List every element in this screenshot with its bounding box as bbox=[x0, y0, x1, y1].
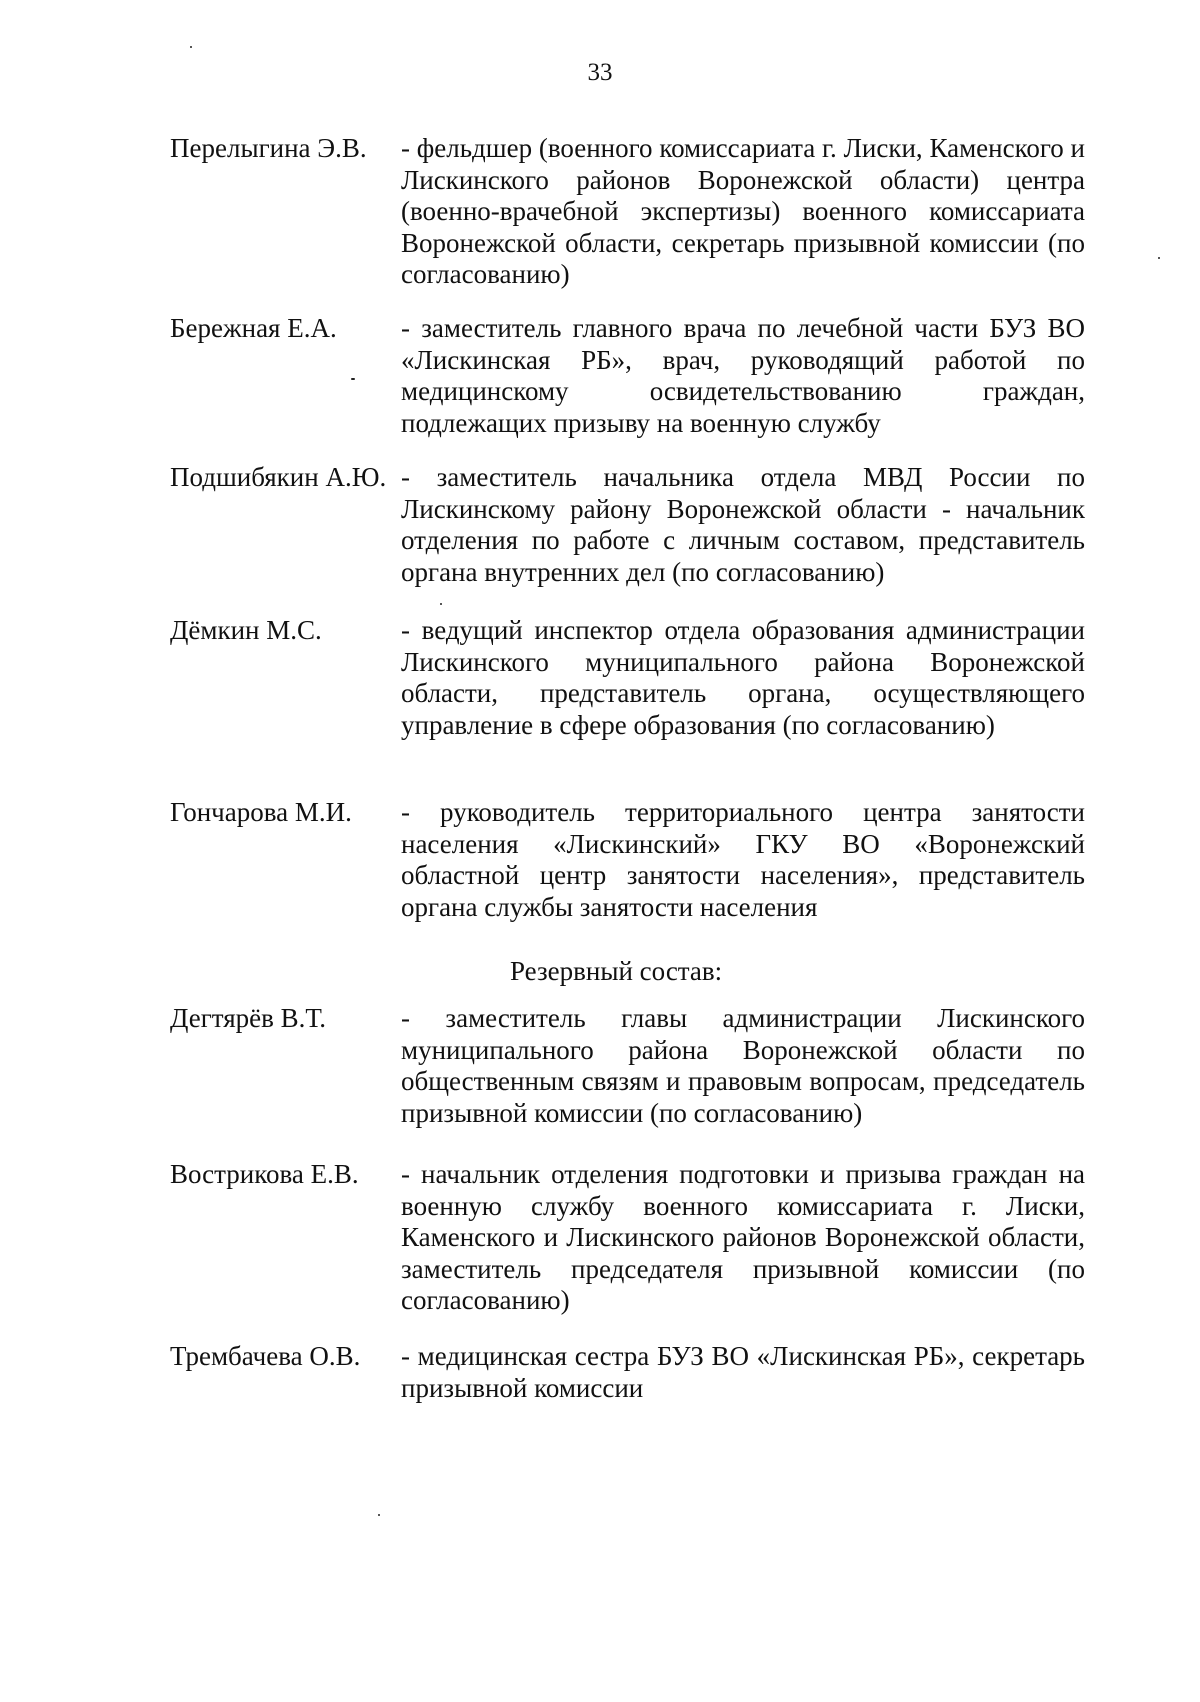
scan-speck bbox=[1158, 257, 1160, 259]
member-name: Перелыгина Э.В. bbox=[170, 133, 367, 163]
scan-speck bbox=[351, 378, 355, 380]
scan-speck bbox=[378, 1514, 380, 1516]
member-description: - медицинская сестра БУЗ ВО «Лискинская РБ», секретарь призывной комиссии bbox=[401, 1341, 1085, 1403]
member-name: Гончарова М.И. bbox=[170, 797, 352, 827]
member-description: - заместитель начальника отдела МВД России по Лискинскому району Воронежской области - начальник отделения по работе с личным составом, представитель органа внутренних дел (по согласованию) bbox=[401, 462, 1085, 587]
member-description: - ведущий инспектор отдела образования администрации Лискинского муниципального района Воронежской области, представитель органа, осуществляющего управление в сфере образования (по согласованию) bbox=[401, 615, 1085, 740]
member-name: Дегтярёв В.Т. bbox=[170, 1003, 326, 1033]
member-description: - фельдшер (военного комиссариата г. Лиски, Каменского и Лискинского районов Воронежской области) центра (военно-врачебной экспертизы) военного комиссариата Воронежской области, секретарь призывной комиссии (по согласованию) bbox=[401, 133, 1085, 289]
reserve-section-title: Резервный состав: bbox=[510, 956, 723, 986]
member-name: Дёмкин М.С. bbox=[170, 615, 322, 645]
scan-speck bbox=[440, 603, 442, 605]
member-description: - начальник отделения подготовки и призыва граждан на военную службу военного комиссариата г. Лиски, Каменского и Лискинского районов Воронежской области, заместитель председателя призывной комиссии (по согласованию) bbox=[401, 1159, 1085, 1315]
page-number: 33 bbox=[587, 59, 613, 86]
member-description: - заместитель главы администрации Лискинского муниципального района Воронежской области по общественным связям и правовым вопросам, председатель призывной комиссии (по согласованию) bbox=[401, 1003, 1085, 1128]
member-name: Бережная Е.А. bbox=[170, 313, 337, 343]
member-name: Трембачева О.В. bbox=[170, 1341, 361, 1371]
member-description: - руководитель территориального центра занятости населения «Лискинский» ГКУ ВО «Воронежский областной центр занятости населения», представитель органа службы занятости населения bbox=[401, 797, 1085, 922]
member-name: Подшибякин А.Ю. bbox=[170, 462, 387, 492]
scan-speck bbox=[190, 46, 192, 48]
member-description: - заместитель главного врача по лечебной части БУЗ ВО «Лискинская РБ», врач, руководящий работой по медицинскому освидетельствованию граждан, подлежащих призыву на военную службу bbox=[401, 313, 1085, 438]
member-name: Вострикова Е.В. bbox=[170, 1159, 359, 1189]
